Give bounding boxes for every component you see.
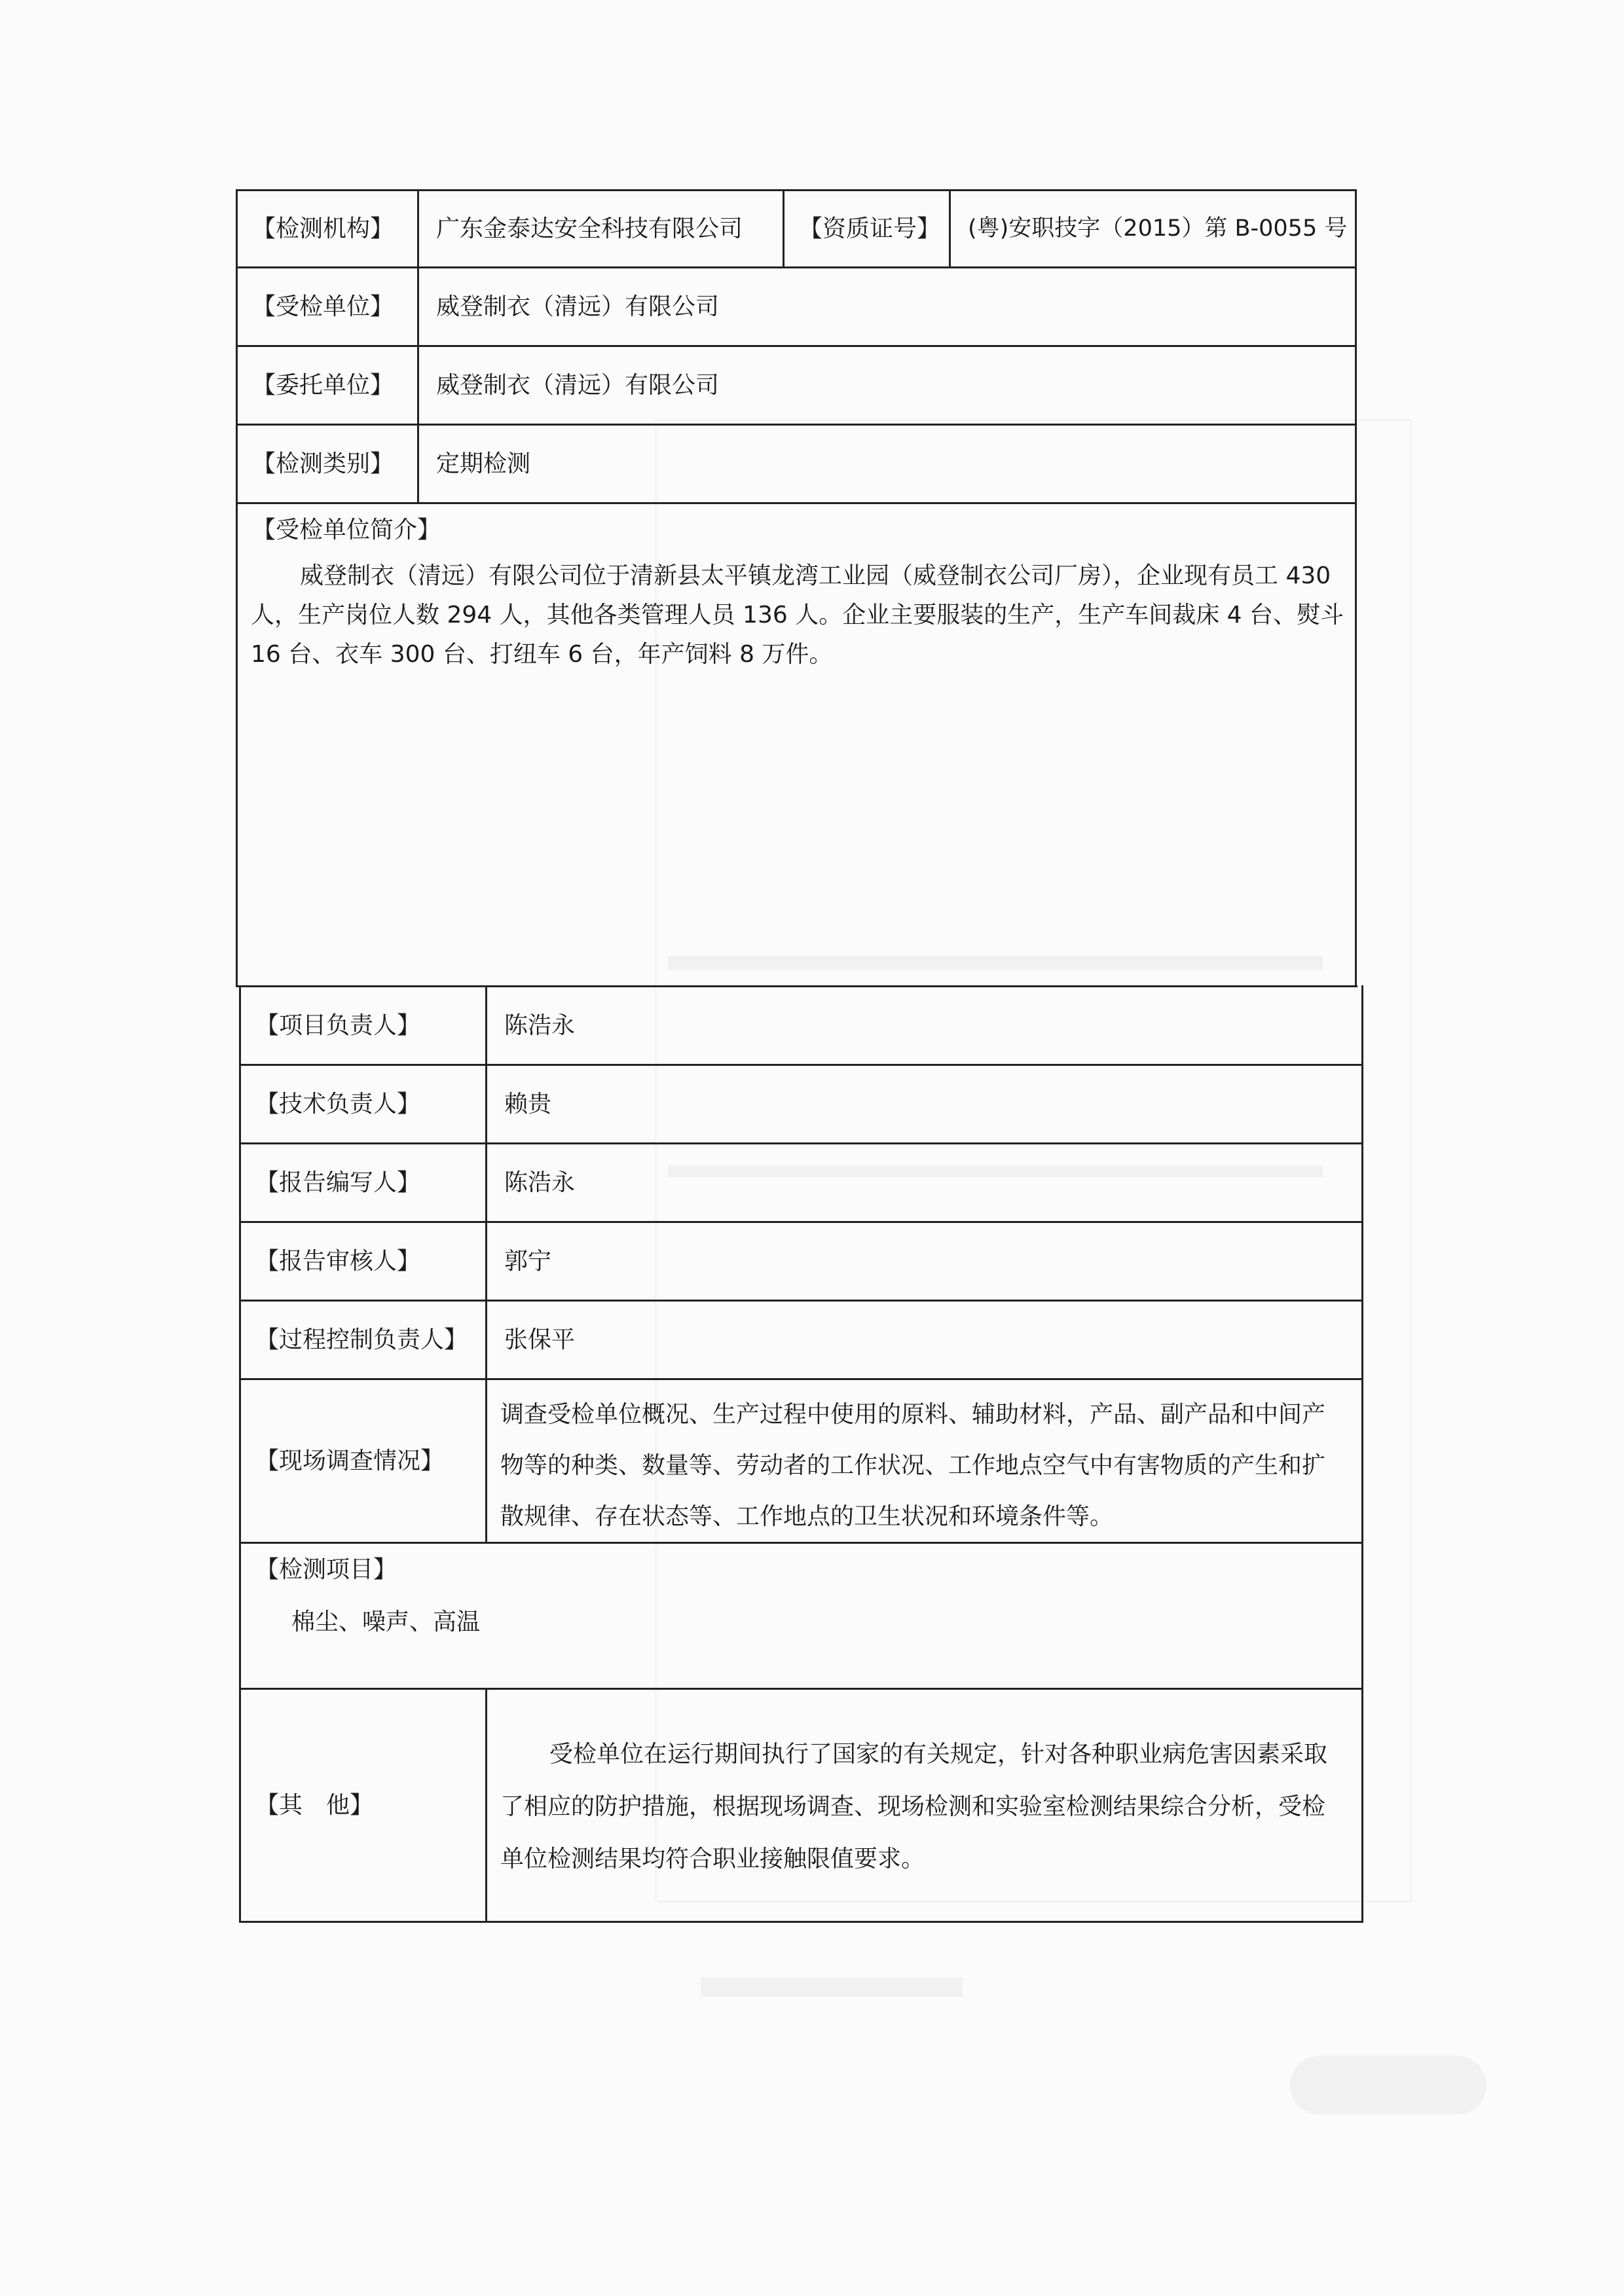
- other-line: 受检单位在运行期间执行了国家的有关规定，针对各种职业病危害因素采取: [549, 1741, 1328, 1768]
- institution-value: 广东金泰达安全科技有限公司: [436, 215, 743, 242]
- report-reviewer-label: 【报告审核人】: [255, 1247, 421, 1275]
- show-through-bar: [701, 1977, 963, 1997]
- test-category-label: 【检测类别】: [252, 450, 394, 477]
- report-writer-label: 【报告编写人】: [255, 1169, 421, 1196]
- test-category-value: 定期检测: [436, 450, 531, 477]
- intro-line: 威登制衣（清远）有限公司位于清新县太平镇龙湾工业园（威登制衣公司厂房），企业现有员工 430: [300, 562, 1331, 589]
- show-through-bar: [668, 956, 1323, 970]
- other-label: 【其 他】: [255, 1791, 374, 1819]
- site-survey-label: 【现场调查情况】: [255, 1447, 445, 1474]
- process-control-lead-value: 张保平: [504, 1326, 576, 1353]
- intro-line: 人，生产岗位人数 294 人，其他各类管理人员 136 人。企业主要服装的生产，生产车间裁床 4 台、熨斗: [251, 602, 1344, 629]
- survey-line: 调查受检单位概况、生产过程中使用的原料、辅助材料，产品、副产品和中间产: [500, 1401, 1326, 1428]
- inspected-unit-value: 威登制衣（清远）有限公司: [436, 293, 720, 320]
- report-writer-value: 陈浩永: [504, 1169, 576, 1196]
- tech-lead-label: 【技术负责人】: [255, 1090, 421, 1118]
- inspected-unit-label: 【受检单位】: [252, 293, 394, 320]
- show-through-bar: [1290, 2056, 1486, 2115]
- survey-line: 散规律、存在状态等、工作地点的卫生状况和环境条件等。: [500, 1503, 1114, 1530]
- table-border: [236, 502, 1357, 504]
- qualification-label: 【资质证号】: [799, 215, 941, 242]
- entrusting-unit-label: 【委托单位】: [252, 371, 394, 399]
- entrusting-unit-value: 威登制衣（清远）有限公司: [436, 371, 720, 399]
- other-text: [500, 1728, 1352, 1886]
- other-line: 了相应的防护措施，根据现场调查、现场检测和实验室检测结果综合分析，受检: [500, 1793, 1326, 1820]
- survey-line: 物等的种类、数量等、劳动者的工作状况、工作地点空气中有害物质的产生和扩: [500, 1452, 1326, 1479]
- intro-line: 16 台、衣车 300 台、打纽车 6 台，年产饲料 8 万件。: [251, 641, 833, 668]
- report-reviewer-value: 郭宁: [504, 1247, 552, 1275]
- project-lead-value: 陈浩永: [504, 1011, 576, 1039]
- project-lead-label: 【项目负责人】: [255, 1011, 421, 1039]
- table-border: [485, 1688, 487, 1923]
- site-survey-text: [500, 1389, 1352, 1542]
- table-border: [239, 1921, 1363, 1923]
- tech-lead-value: 赖贵: [504, 1090, 552, 1118]
- unit-intro-text: [251, 556, 1346, 674]
- unit-intro-label: 【受检单位简介】: [252, 517, 441, 543]
- other-line: 单位检测结果均符合职业接触限值要求。: [500, 1846, 925, 1872]
- table-border: [1355, 189, 1357, 987]
- test-items-value: 棉尘、噪声、高温: [291, 1609, 481, 1635]
- qualification-value: (粤)安职技字（2015）第 B-0055 号: [968, 215, 1348, 242]
- table-border: [1361, 985, 1363, 1923]
- process-control-lead-label: 【过程控制负责人】: [255, 1326, 468, 1353]
- test-items-label: 【检测项目】: [255, 1556, 397, 1583]
- institution-label: 【检测机构】: [252, 215, 394, 242]
